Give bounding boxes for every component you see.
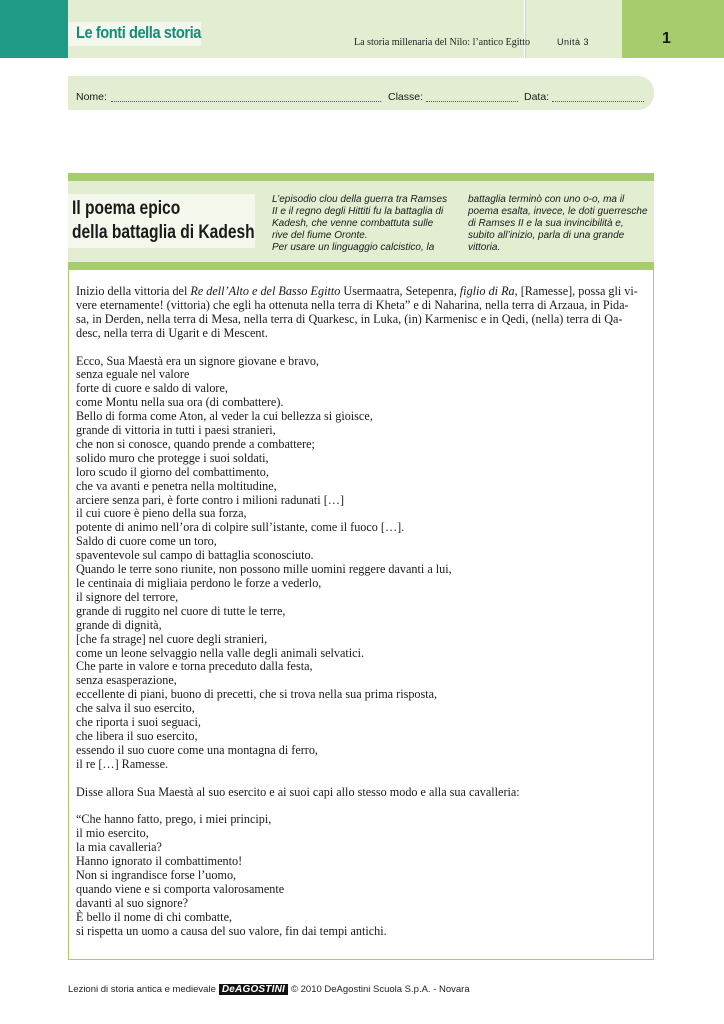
verse-line: la mia cavalleria?: [76, 840, 162, 855]
verse-line: come Montu nella sua ora (di combattere).: [76, 395, 284, 410]
verse-line: essendo il suo cuore come una montagna di ferro,: [76, 742, 318, 757]
poem-title-line-1: Il poema epico: [72, 198, 181, 219]
panel-top-border: [68, 173, 654, 181]
verse-line: Hanno ignorato il combattimento!: [76, 854, 243, 869]
verse-line: eccellente di piani, buono di precetti, che si trova nella sua prima risposta,: [76, 687, 438, 702]
intro-line: Per usare un linguaggio calcistico, la: [272, 242, 435, 253]
verse-line: il signore del terrore,: [76, 589, 179, 604]
poem-text: [76, 285, 650, 952]
verse-line: senza esasperazione,: [76, 673, 177, 688]
section-title: Le fonti della storia: [76, 23, 202, 42]
verse-line: il mio esercito,: [76, 826, 149, 841]
class-field[interactable]: [426, 101, 518, 102]
verse-line: Quando le terre sono riunite, non possono mille uomini reggere davanti a lui,: [76, 562, 452, 577]
page-number: 1: [662, 30, 671, 47]
verse-line: loro scudo il giorno del combattimento,: [76, 464, 269, 479]
header-unit-band: [525, 0, 622, 58]
unit-label: Unità 3: [557, 37, 590, 47]
header-subtitle: La storia millenaria del Nilo: l’antico Egitto: [354, 37, 531, 48]
panel-bottom-border: [68, 262, 654, 270]
verse-line: senza eguale nel valore: [76, 367, 190, 382]
text-line: Disse allora Sua Maestà al suo esercito e ai suoi capi allo stesso modo e alla sua cavalleria:: [76, 784, 520, 799]
poem-title-line-2: della battaglia di Kadesh: [72, 222, 255, 243]
verse-line: potente di animo nell’ora di colpire sull’istante, come il fuoco […].: [76, 520, 405, 535]
royal-epithet: figlio di Ra: [459, 284, 515, 298]
verse-line: È bello il nome di chi combatte,: [76, 909, 233, 924]
verse-line: Ecco, Sua Maestà era un signore giovane e bravo,: [76, 353, 319, 368]
verse-line: come un leone selvaggio nella valle degli animali selvatici.: [76, 645, 365, 660]
verse-line: Saldo di cuore come un toro,: [76, 534, 217, 549]
intro-line: battaglia terminò con uno o-o, ma il: [468, 194, 625, 205]
poem-title: [72, 197, 255, 245]
verse-line: quando viene e si comporta valorosamente: [76, 881, 285, 896]
intro-line: II e il regno degli Hittiti fu la battaglia di: [272, 206, 444, 217]
text-line: desc, nella terra di Ugarit e di Mescent.: [76, 325, 268, 340]
verse-line: che non si conosce, quando prende a combattere;: [76, 436, 315, 451]
verse-line: le centinaia di migliaia perdono le forze a vederlo,: [76, 576, 322, 591]
class-label: Classe:: [388, 91, 424, 103]
verse-line: davanti al suo signore?: [76, 895, 189, 910]
intro-line: L’episodio clou della guerra tra Ramses: [272, 194, 448, 205]
verse-line: il cui cuore è pieno della sua forza,: [76, 506, 247, 521]
intro-line: rive del fiume Oronte.: [272, 230, 368, 241]
text-run: , [Ramesse], possa gli vi-: [514, 284, 638, 298]
student-info-bar: [68, 76, 654, 110]
verse-line: grande di vittoria in tutti i paesi stranieri,: [76, 423, 276, 438]
verse-line: solido muro che protegge i suoi soldati,: [76, 450, 269, 465]
intro-column-2: [468, 194, 648, 254]
intro-line: vittoria.: [468, 242, 501, 253]
narrative-paragraph: [76, 786, 650, 800]
intro-line: poema esalta, invece, le doti guerresche: [468, 206, 648, 217]
text-run: Inizio della vittoria del: [76, 284, 191, 298]
header-page-band: [622, 0, 724, 58]
date-field[interactable]: [552, 101, 644, 102]
verse-line: che libera il suo esercito,: [76, 728, 198, 743]
text-line: sa, in Derden, nella terra di Mesa, nella terra di Quarkesc, in Luka, (in) Karmenisc e in Qedi, (nella) terra di Qa-: [76, 311, 623, 326]
verse-line: che va avanti e penetra nella moltitudine,: [76, 478, 277, 493]
verse-line: grande di ruggito nel cuore di tutte le terre,: [76, 603, 286, 618]
intro-line: subito all’inizio, parla di una grande: [468, 230, 625, 241]
verse-line: Che parte in valore e torna preceduto dalla festa,: [76, 659, 313, 674]
verse-line: grande di dignità,: [76, 617, 162, 632]
text-line: vere eternamente! (vittoria) che egli ha ottenuta nella terra di Kheta” e di Naharina, nella terra di Arzaua, in Pida-: [76, 297, 629, 312]
verse-line: si rispetta un uomo a causa del suo valore, fin dai tempi antichi.: [76, 923, 387, 938]
text-run: Usermaatra, Setepenra,: [340, 284, 460, 298]
date-label: Data:: [524, 91, 550, 103]
verse-line: il re […] Ramesse.: [76, 756, 169, 771]
verse-line: [che fa strage] nel cuore degli stranieri,: [76, 631, 268, 646]
royal-title: Re dell’Alto e del Basso Egitto: [190, 284, 341, 298]
header-accent-bar: [0, 0, 68, 58]
opening-paragraph: [76, 285, 650, 341]
book-title: Lezioni di storia antica e medievale: [68, 984, 216, 995]
verse-line: “Che hanno fatto, prego, i miei principi,: [76, 812, 272, 827]
verse-line: Non si ingrandisce forse l’uomo,: [76, 868, 237, 883]
page-header: [0, 0, 724, 58]
verse-line: arciere senza pari, è forte contro i milioni radunati […]: [76, 492, 345, 507]
verse-stanza-2: [76, 813, 650, 938]
verse-line: che riporta i suoi seguaci,: [76, 715, 201, 730]
publisher-logo: DeAGOSTINI: [219, 984, 288, 995]
intro-line: di Ramses II e la sua invincibilità e,: [468, 218, 624, 229]
intro-line: Kadesh, che venne combattuta sulle: [272, 218, 434, 229]
text-line: [76, 285, 650, 299]
page-footer: [68, 984, 470, 995]
verse-stanza-1: [76, 355, 650, 772]
name-label: Nome:: [76, 91, 107, 103]
intro-column-1: [272, 194, 447, 254]
name-field[interactable]: [111, 101, 381, 102]
verse-line: forte di cuore e saldo di valore,: [76, 381, 228, 396]
verse-line: che salva il suo esercito,: [76, 701, 195, 716]
copyright: © 2010 DeAgostini Scuola S.p.A. - Novara: [291, 984, 470, 995]
verse-line: spaventevole sul campo di battaglia sconosciuto.: [76, 548, 314, 563]
verse-line: Bello di forma come Aton, al veder la cui bellezza si gioisce,: [76, 409, 373, 424]
